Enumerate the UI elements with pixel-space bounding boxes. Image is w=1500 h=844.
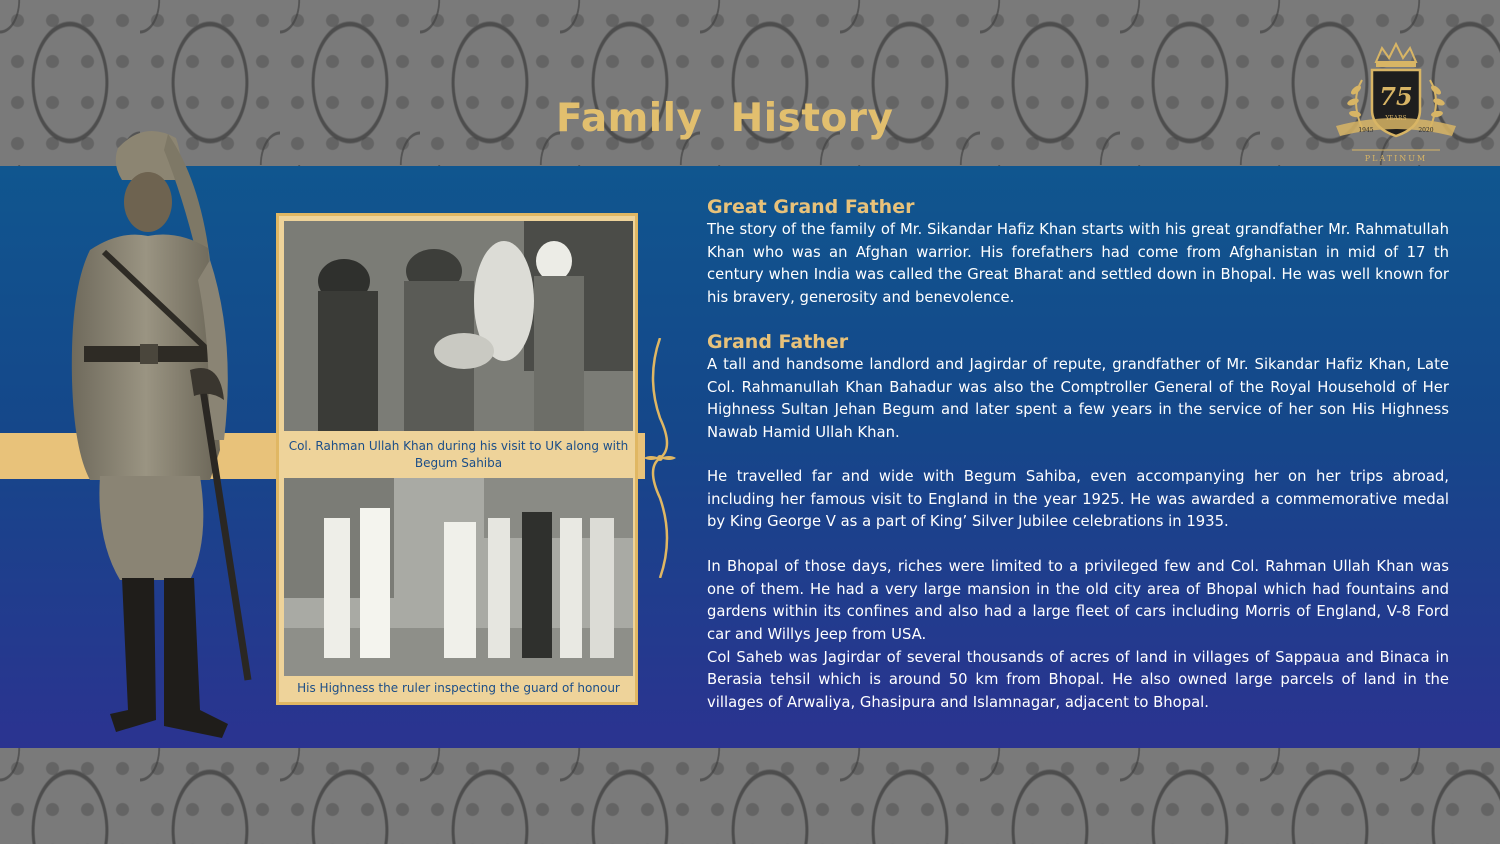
text-grand-father-3: In Bhopal of those days, riches were limited to a privileged few and Col. Rahman Ullah Khan was one of them. He had a very large mansion in the old city area of Bhopal which had fountains and gardens within its confines and also had a large fleet of cars including Morris of England, V-8 Ford car and Willys Jeep from USA. [707, 557, 1449, 644]
page-title: Family History [556, 96, 894, 141]
text-grand-father-4: Col Saheb was Jagirdar of several thousands of acres of land in villages of Sappaua and Binaca in Berasia tehsil which is around 50 km from Bhopal. He also owned large parcels of land in the villages of Arwaliya, Ghasipura and Islamnagar, adjacent to Bhopal. [707, 648, 1449, 712]
section-great-grand-father [707, 195, 1449, 310]
emblem-number: 75 [1379, 82, 1413, 111]
heading-great-grand-father: Great Grand Father [707, 196, 915, 218]
emblem-label: PLATINUM [1364, 154, 1428, 163]
text-grand-father-2: He travelled far and wide with Begum Sahiba, even accompanying her on her trips abroad, including her famous visit to England in the year 1925. He was awarded a commemorative medal by King George V as a part of King’ Silver Jubilee celebrations in 1935. [707, 467, 1449, 531]
text-great-grand-father: The story of the family of Mr. Sikandar Hafiz Khan starts with his great grandfather Mr. Rahmatullah Khan who was an Afghan warrior. His forefathers had come from Afghanistan in mid of 17 th century when India was called the Great Bharat and settled down in Bhopal. He was well known for his bravery, generosity and benevolence. [707, 221, 1449, 307]
photo-uk-visit [284, 221, 633, 431]
flourish-divider-icon [640, 338, 680, 578]
photo-caption-uk-visit: Col. Rahman Ullah Khan during his visit to UK along with Begum Sahiba [288, 439, 629, 470]
platinum-emblem-logo [1332, 40, 1460, 166]
emblem-year-end: 2020 [1418, 127, 1434, 134]
text-grand-father-1: A tall and handsome landlord and Jagirdar of repute, grandfather of Mr. Sikandar Hafiz Khan, Late Col. Rahmanullah Khan Bahadur was also the Comptroller General of the Royal Household of Her Highness Sultan Jehan Begum and later spent a few years in the service of her son His Highness Nawab Hamid Ullah Khan. [707, 356, 1449, 442]
emblem-year-start: 1945 [1358, 127, 1374, 134]
heading-grand-father: Grand Father [707, 331, 849, 353]
photo-caption-guard-of-honour: His Highness the ruler inspecting the guard of honour [297, 681, 620, 695]
soldier-portrait-image [60, 120, 280, 750]
ornamental-pattern-bottom [0, 748, 1500, 844]
section-grand-father [707, 330, 1449, 715]
photo-guard-of-honour [284, 478, 633, 676]
